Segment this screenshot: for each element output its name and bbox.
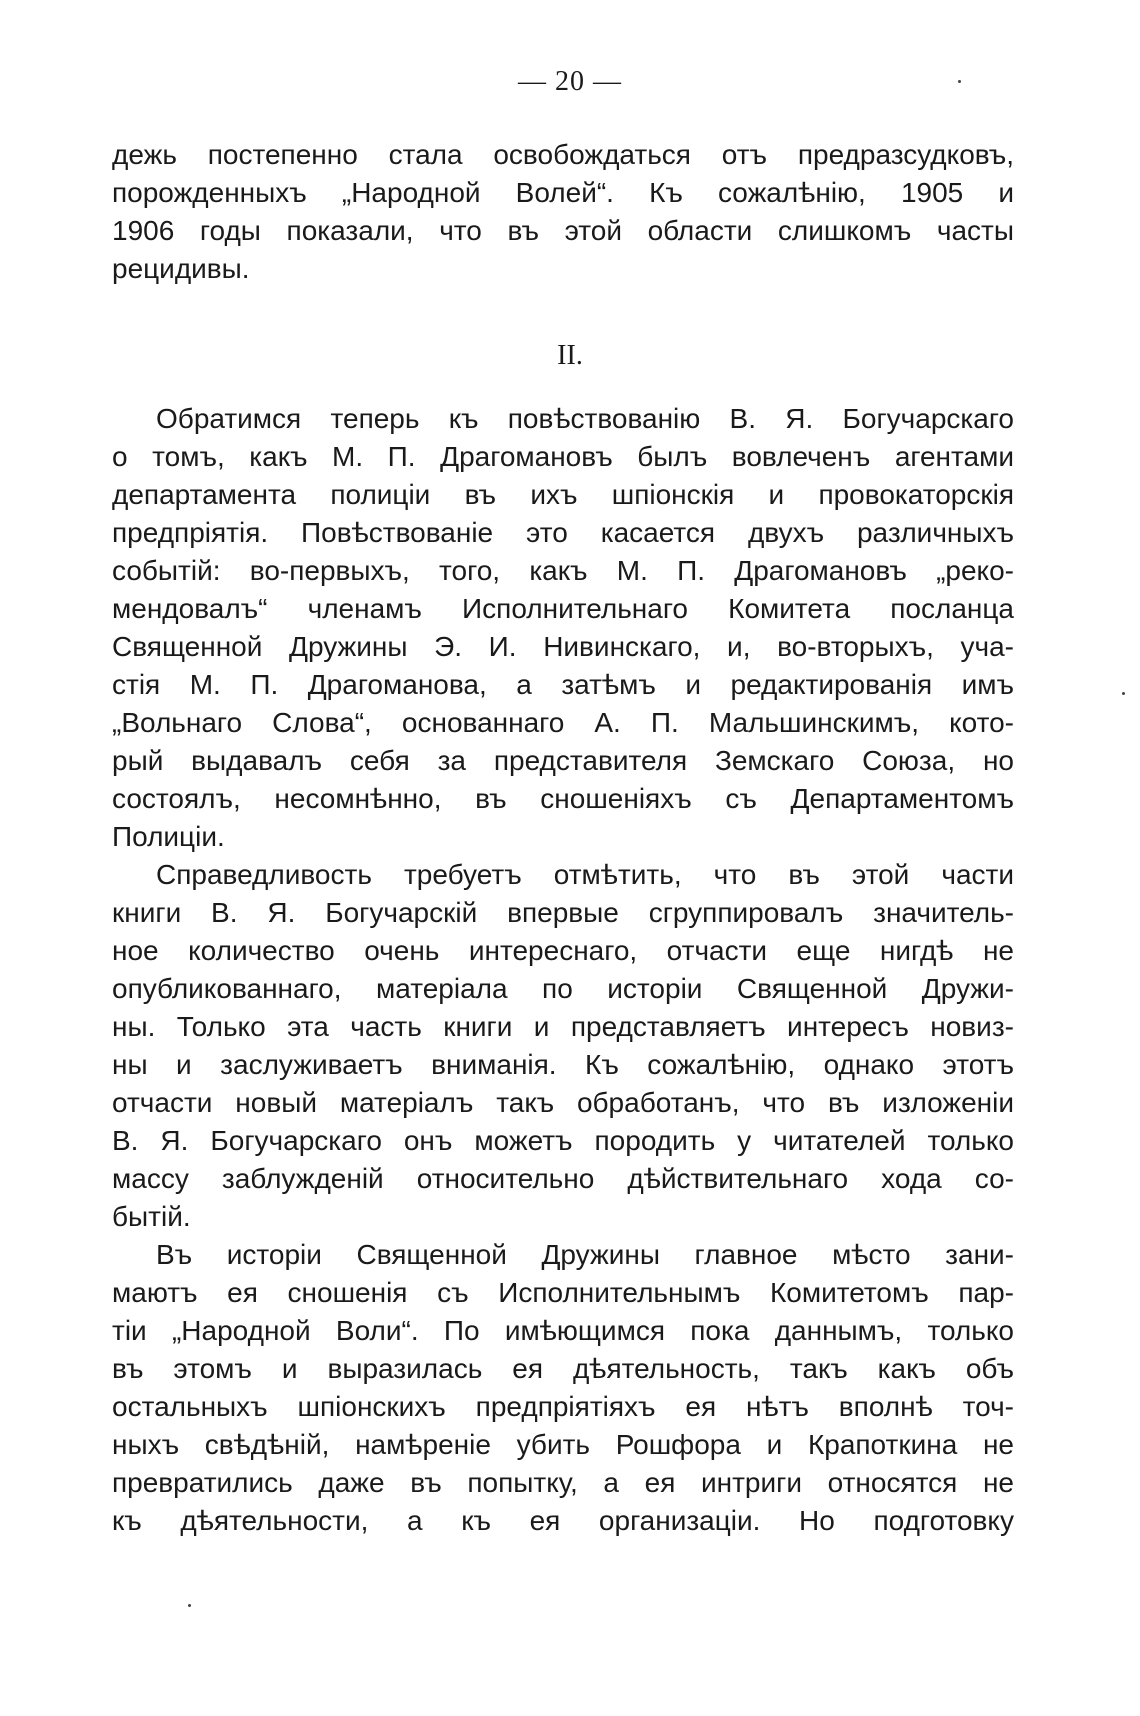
text-line: рый выдавалъ себя за представителя Земскаго Союза, но	[112, 745, 1014, 776]
text-line: ныхъ свѣдѣній, намѣреніе убить Рошфора и Крапоткина не	[112, 1429, 1014, 1460]
text-line: стія М. П. Драгоманова, а затѣмъ и редактированія имъ	[112, 669, 1014, 700]
text-line: остальныхъ шпіонскихъ предпріятіяхъ ея нѣтъ вполнѣ точ-	[112, 1391, 1014, 1422]
text-line: рецидивы.	[112, 253, 250, 284]
text-line: ны. Только эта часть книги и представляетъ интересъ новиз-	[112, 1011, 1014, 1042]
text-line: маютъ ея сношенія съ Исполнительнымъ Комитетомъ пар-	[112, 1277, 1014, 1308]
text-line: департамента полиціи въ ихъ шпіонскія и провокаторскія	[112, 479, 1014, 510]
text-line: тіи „Народной Воли“. По имѣющимся пока даннымъ, только	[112, 1315, 1014, 1346]
text-line: ны и заслуживаетъ вниманія. Къ сожалѣнію, однако этотъ	[112, 1049, 1014, 1080]
paragraph-3	[112, 856, 1014, 1236]
text-line: „Вольнаго Слова“, основаннаго А. П. Мальшинскимъ, кото-	[112, 707, 1014, 738]
text-line: ное количество очень интереснаго, отчасти еще нигдѣ не	[112, 935, 1014, 966]
text-line: Полиціи.	[112, 821, 225, 852]
text-line: дежь постепенно стала освобождаться отъ предразсудковъ,	[112, 139, 1014, 170]
text-line: предпріятія. Повѣствованіе это касается двухъ различныхъ	[112, 517, 1014, 548]
text-line: опубликованнаго, матеріала по исторіи Священной Дружи-	[112, 973, 1014, 1004]
text-line: Въ исторіи Священной Дружины главное мѣсто зани-	[156, 1239, 1014, 1270]
scan-speck	[1122, 692, 1125, 695]
scan-speck	[958, 80, 961, 83]
scan-speck	[188, 1604, 191, 1607]
text-line: мендовалъ“ членамъ Исполнительнаго Комитета посланца	[112, 593, 1014, 624]
section-heading: II.	[557, 340, 583, 371]
text-line: отчасти новый матеріалъ такъ обработанъ, что въ изложеніи	[112, 1087, 1014, 1118]
text-line: массу заблужденій относительно дѣйствительнаго хода со-	[112, 1163, 1014, 1194]
text-line: къ дѣятельности, а къ ея организаціи. Но подготовку	[112, 1505, 1014, 1536]
text-line: Обратимся теперь къ повѣствованію В. Я. Богучарскаго	[156, 403, 1014, 434]
text-line: Справедливость требуетъ отмѣтить, что въ этой части	[156, 859, 1014, 890]
text-line: состоялъ, несомнѣнно, въ сношеніяхъ съ Департаментомъ	[112, 783, 1014, 814]
text-line: бытій.	[112, 1201, 191, 1232]
page-number: — 20 —	[518, 66, 622, 97]
text-line: въ этомъ и выразилась ея дѣятельность, такъ какъ объ	[112, 1353, 1014, 1384]
text-line: событій: во-первыхъ, того, какъ М. П. Драгомановъ „реко-	[112, 555, 1014, 586]
text-line: превратились даже въ попытку, а ея интриги относятся не	[112, 1467, 1014, 1498]
text-line: Священной Дружины Э. И. Нивинскаго, и, во-вторыхъ, уча-	[112, 631, 1014, 662]
text-line: В. Я. Богучарскаго онъ можетъ породить у читателей только	[112, 1125, 1014, 1156]
paragraph-2	[112, 400, 1014, 856]
text-line: 1906 годы показали, что въ этой области слишкомъ часты	[112, 215, 1014, 246]
paragraph-4	[112, 1236, 1014, 1540]
paragraph-1	[112, 136, 1014, 288]
text-line: порожденныхъ „Народной Волей“. Къ сожалѣнію, 1905 и	[112, 177, 1014, 208]
text-line: о томъ, какъ М. П. Драгомановъ былъ вовлеченъ агентами	[112, 441, 1014, 472]
text-line: книги В. Я. Богучарскій впервые сгруппировалъ значитель-	[112, 897, 1014, 928]
